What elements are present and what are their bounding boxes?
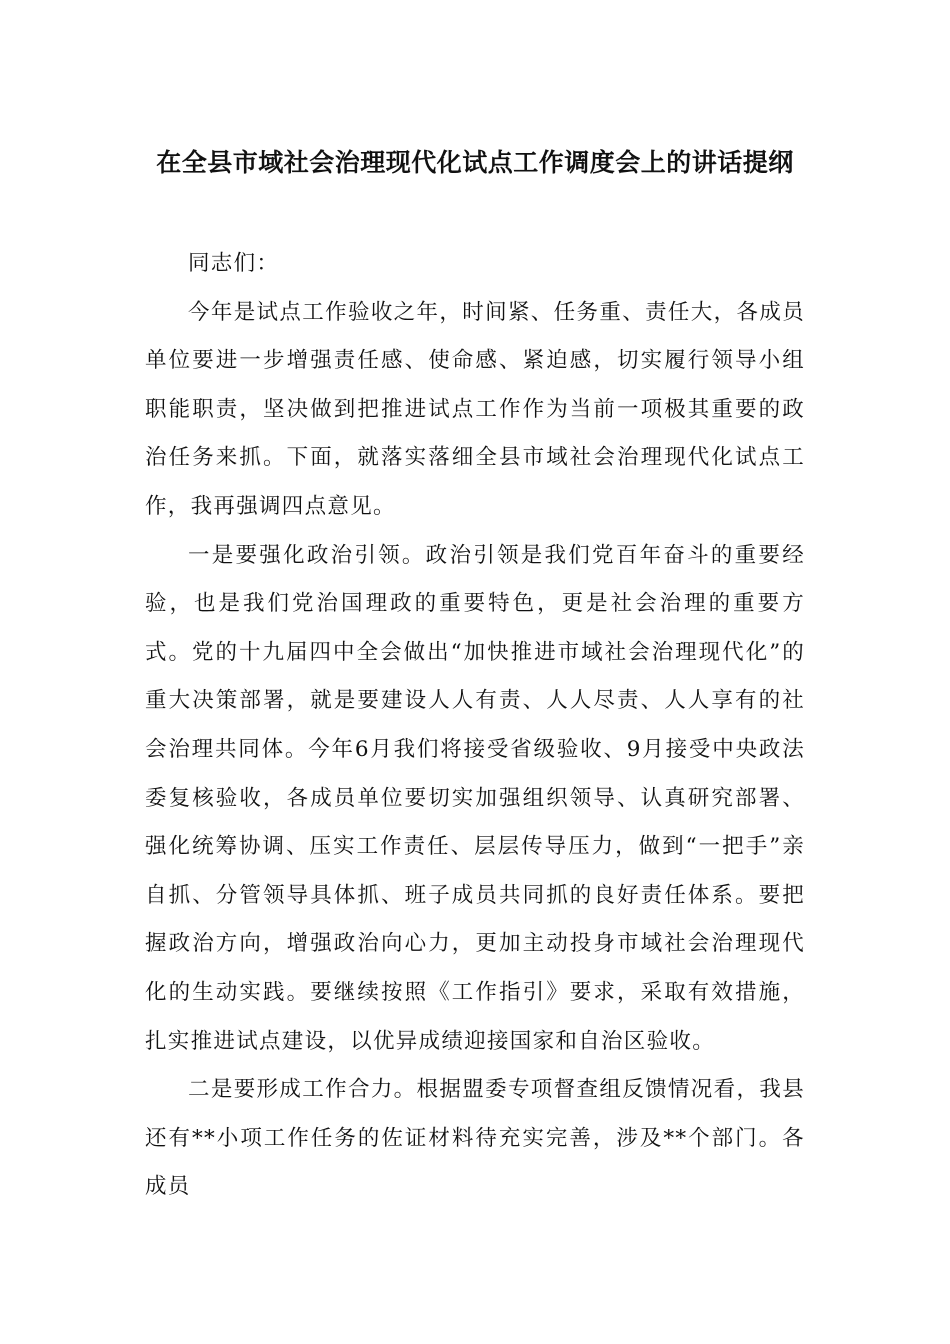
salutation: 同志们： <box>188 251 280 276</box>
document-body <box>145 240 805 1212</box>
paragraph-intro: 今年是试点工作验收之年，时间紧、任务重、责任大，各成员单位要进一步增强责任感、使命感、紧迫感，切实履行领导小组职能职责，坚决做到把推进试点工作作为当前一项极其重要的政治任务来抓。下面，就落实落细全县市域社会治理现代化试点工作，我再强调四点意见。 <box>145 299 805 519</box>
paragraph-point-two: 二是要形成工作合力。根据盟委专项督查组反馈情况看，我县还有**小项工作任务的佐证材料待充实完善，涉及**个部门。各成员 <box>145 1077 805 1200</box>
paragraph-point-one: 一是要强化政治引领。政治引领是我们党百年奋斗的重要经验，也是我们党治国理政的重要特色，更是社会治理的重要方式。党的十九届四中全会做出“加快推进市域社会治理现代化”的重大决策部署，就是要建设人人有责、人人尽责、人人享有的社会治理共同体。今年6月我们将接受省级验收、9月接受中央政法委复核验收，各成员单位要切实加强组织领导、认真研究部署、强化统筹协调、压实工作责任、层层传导压力，做到“一把手”亲自抓、分管领导具体抓、班子成员共同抓的良好责任体系。要把握政治方向，增强政治向心力，更加主动投身市域社会治理现代化的生动实践。要继续按照《工作指引》要求，采取有效措施，扎实推进试点建设，以优异成绩迎接国家和自治区验收。 <box>145 542 805 1054</box>
document-title: 在全县市域社会治理现代化试点工作调度会上的讲话提纲 <box>156 148 794 177</box>
